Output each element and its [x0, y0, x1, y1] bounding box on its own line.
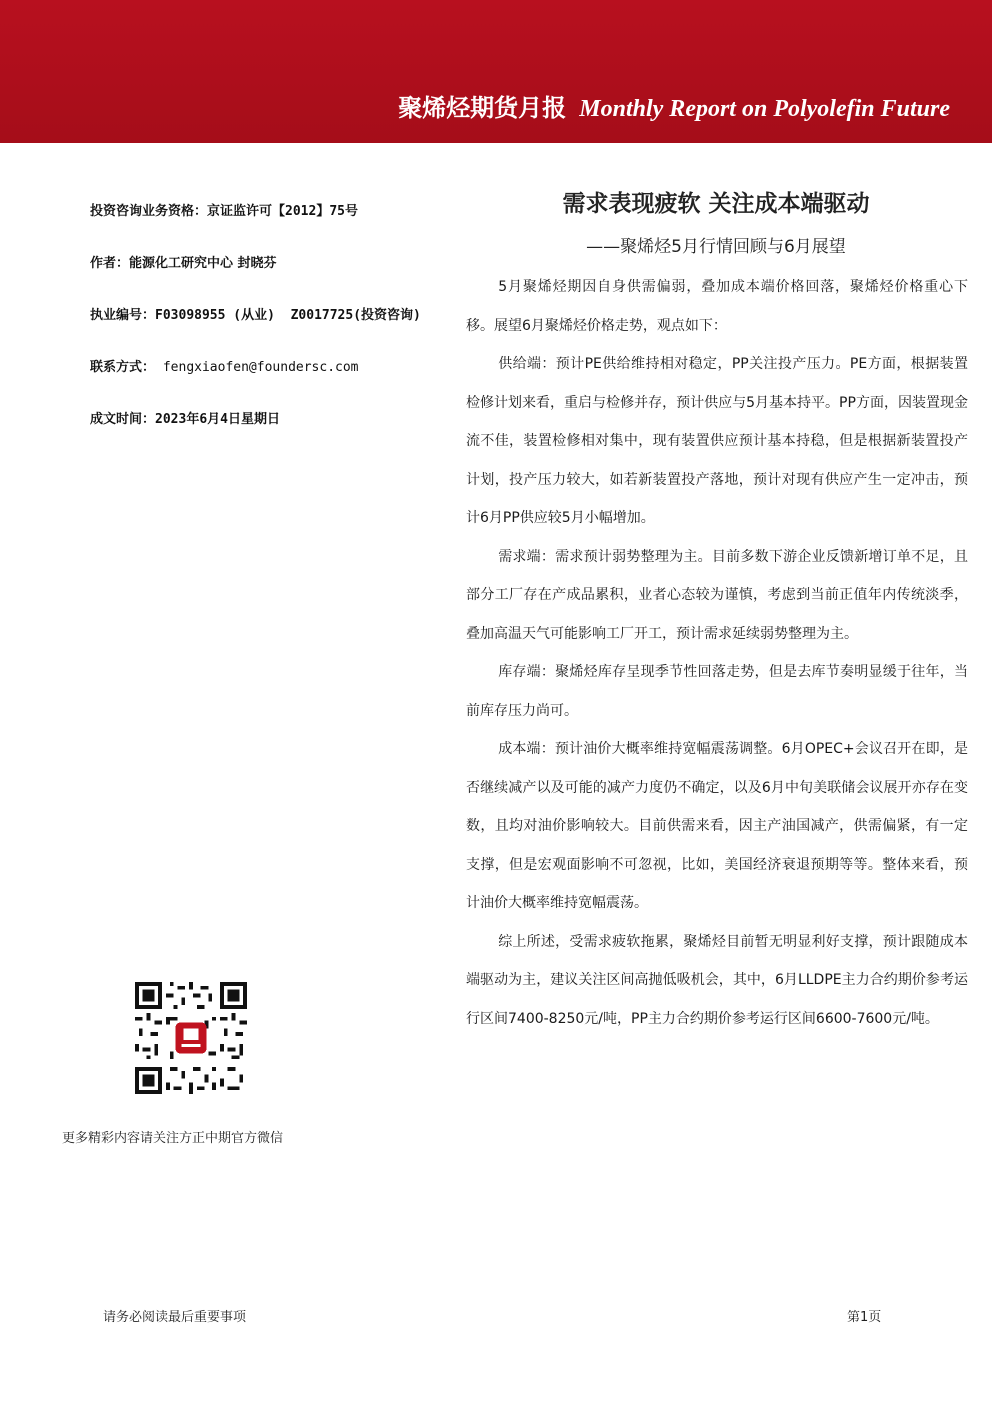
- wechat-qr-code: [135, 982, 247, 1094]
- paragraph-intro: 5月聚烯烃期因自身供需偏弱，叠加成本端价格回落，聚烯烃价格重心下移。展望6月聚烯烃价格走势，观点如下：: [466, 279, 968, 334]
- paragraph-demand: 需求端：需求预计弱势整理为主。目前多数下游企业反馈新增订单不足，且部分工厂存在产成品累积，业者心态较为谨慎，考虑到当前正值年内传统淡季，叠加高温天气可能影响工厂开工，预计需求延续弱势整理为主。: [466, 548, 968, 642]
- meta-license-value: F03098955 (从业) Z0017725(投资咨询): [155, 308, 421, 323]
- paragraph-supply: 供给端：预计PE供给维持相对稳定，PP关注投产压力。PE方面，根据装置检修计划来看，重启与检修并存，预计供应与5月基本持平。PP方面，因装置现金流不佳，装置检修相对集中，现有装置供应预计基本持稳，但是根据新装置投产计划，投产压力较大，如若新装置投产落地，预计对现有供应产生一定冲击，预计6月PP供应较5月小幅增加。: [466, 356, 968, 526]
- meta-author-value: 能源化工研究中心 封晓芬: [129, 256, 277, 271]
- header-band: [0, 0, 992, 143]
- article-subtitle: ——聚烯烃5月行情回顾与6月展望: [586, 237, 846, 257]
- meta-qualification-value: 京证监许可【2012】75号: [207, 204, 358, 219]
- page-number: 第1页: [847, 1310, 882, 1325]
- paragraph-cost: 成本端：预计油价大概率维持宽幅震荡调整。6月OPEC+会议召开在即，是否继续减产以及可能的减产力度仍不确定，以及6月中旬美联储会议展开亦存在变数，且均对油价影响较大。目前供需来看，因主产油国减产，供需偏紧，有一定支撑，但是宏观面影响不可忽视，比如，美国经济衰退预期等等。整体来看，预计油价大概率维持宽幅震荡。: [466, 741, 968, 911]
- report-header-title: [398, 88, 950, 123]
- meta-qualification-label: 投资咨询业务资格：: [90, 204, 208, 219]
- footer-notice: 请务必阅读最后重要事项: [103, 1310, 247, 1325]
- paragraph-summary: 综上所述，受需求疲软拖累，聚烯烃目前暂无明显利好支撑，预计跟随成本端驱动为主，建议关注区间高抛低吸机会，其中，6月LLDPE主力合约期价参考运行区间7400-8250元/吨，PP主力合约期价参考运行区间6600-7600元/吨。: [466, 933, 968, 1027]
- meta-author: [90, 252, 277, 271]
- meta-contact-email[interactable]: fengxiaofen@foundersc.com: [155, 360, 359, 375]
- header-title-en: Monthly Report on Polyolefin Future: [579, 96, 950, 122]
- meta-contact-label: 联系方式：: [90, 360, 156, 375]
- qr-caption: 更多精彩内容请关注方正中期官方微信: [62, 1131, 284, 1146]
- meta-author-label: 作者：: [90, 256, 130, 271]
- header-title-cn: 聚烯烃期货月报: [398, 94, 567, 122]
- meta-license-label: 执业编号：: [90, 308, 156, 323]
- meta-license: [90, 304, 421, 323]
- meta-date-label: 成文时间：: [90, 412, 156, 427]
- paragraph-inventory: 库存端：聚烯烃库存呈现季节性回落走势，但是去库节奏明显缓于往年，当前库存压力尚可。: [466, 664, 968, 719]
- meta-qualification: [90, 200, 358, 219]
- article-title: 需求表现疲软 关注成本端驱动: [562, 191, 870, 217]
- article-body: [466, 268, 968, 1038]
- meta-date-value: 2023年6月4日星期日: [155, 412, 280, 427]
- meta-date: [90, 408, 280, 427]
- meta-contact: [90, 356, 359, 375]
